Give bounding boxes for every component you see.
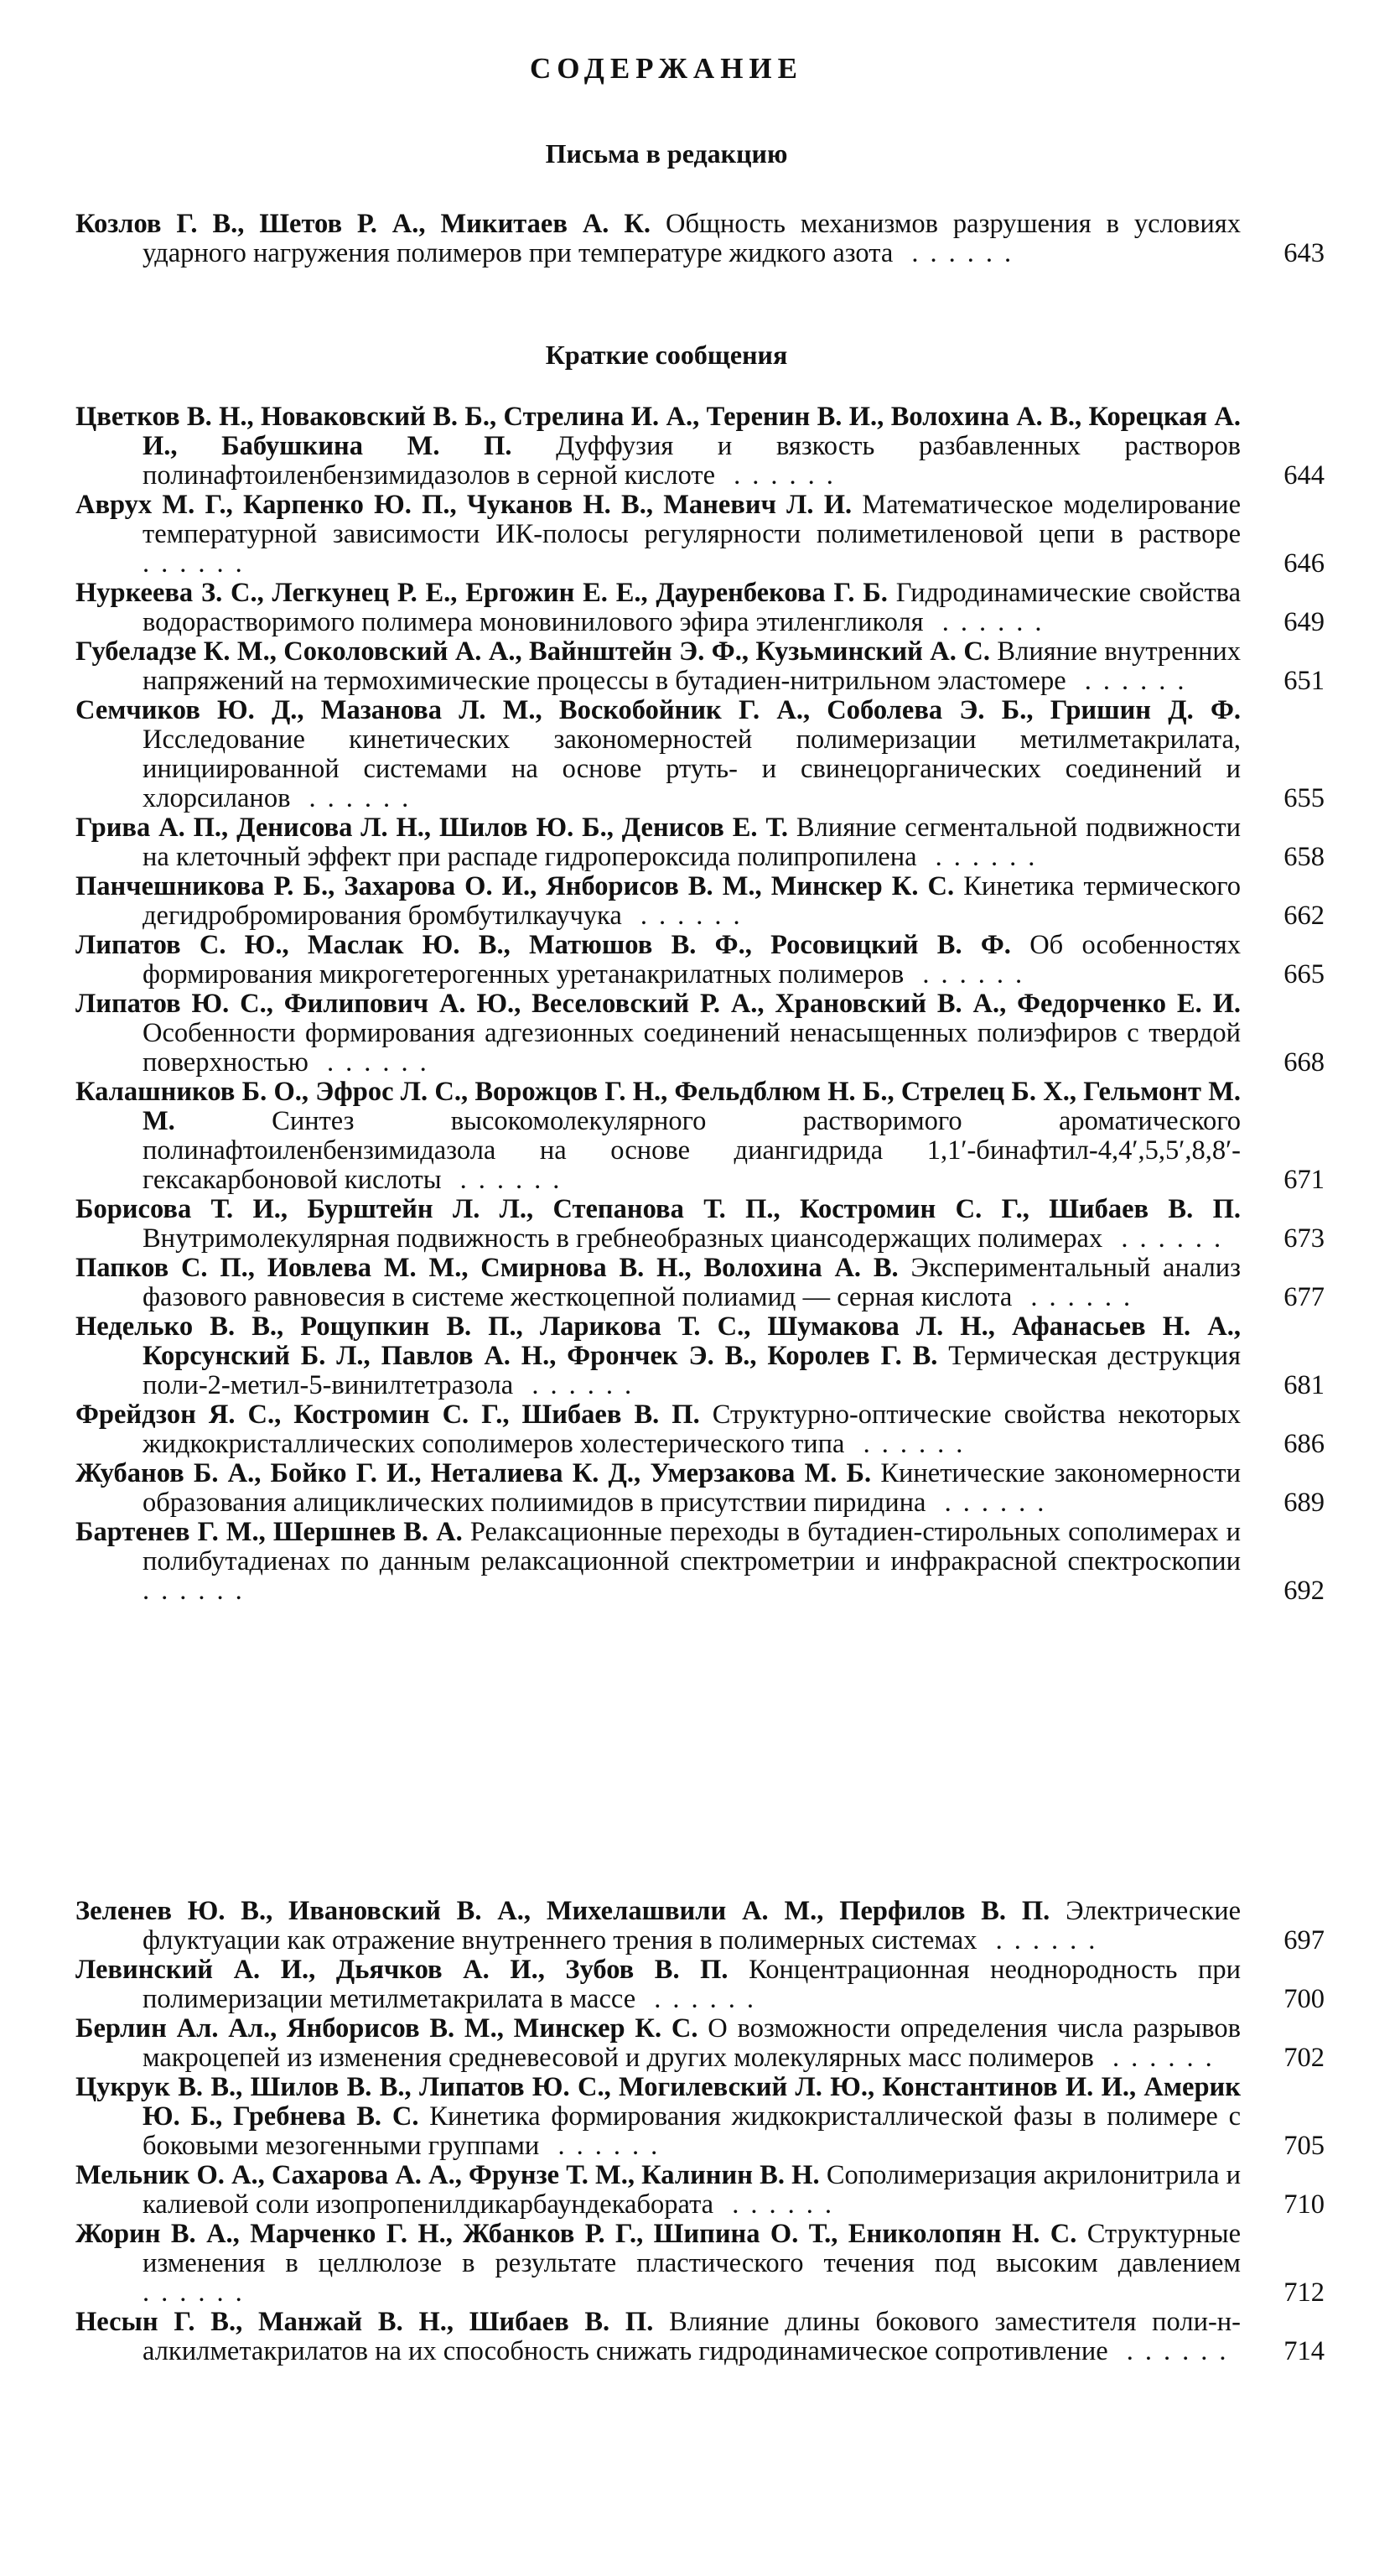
toc-entry-title: Кинетика формирования жидкокристаллической фазы в полимере с боковыми мезогенными группами: [143, 2101, 1241, 2161]
dot-leader: ......: [539, 2131, 670, 2161]
dot-leader: ......: [1012, 1282, 1143, 1312]
toc-entry-page-number: 662: [1283, 901, 1325, 931]
dot-leader: ......: [893, 238, 1024, 268]
toc-entry-page-number: 655: [1283, 783, 1325, 813]
toc-entry-authors: Берлин Ал. Ал., Янборисов В. М., Минскер К. С.: [75, 2013, 698, 2044]
dot-leader: ......: [441, 1165, 572, 1195]
toc-entry[interactable]: [75, 637, 1325, 696]
dot-leader: ......: [1102, 1223, 1233, 1254]
toc-entry-authors: Нуркеева З. С., Легкунец Р. Е., Ергожин Е. Е., Дауренбекова Г. Б.: [75, 578, 888, 608]
toc-entry[interactable]: [75, 696, 1325, 813]
toc-entry-title: Об особенностях формирования микрогетерогенных уретанакрилатных полимеров: [143, 930, 1242, 989]
toc-entry-title: Экспериментальный анализ фазового равновесия в системе жесткоцепной полиамид — серная кислота: [143, 1253, 1242, 1312]
dot-leader: ......: [290, 783, 421, 813]
toc-entry-text: [75, 1897, 1241, 1955]
toc-entry[interactable]: [75, 1400, 1325, 1459]
toc-entry-page-number: 702: [1283, 2043, 1325, 2073]
toc-entry[interactable]: [75, 1459, 1325, 1518]
toc-entry-page-number: 692: [1283, 1576, 1325, 1606]
toc-entry-title: Математическое моделирование температурной зависимости ИК-полосы регулярности полиметиленовой цепи в растворе: [143, 490, 1241, 549]
toc-entry-title: Сополимеризация акрилонитрила и калиевой соли изопропенилдикарбаундекабората: [143, 2160, 1241, 2220]
toc-entry-page-number: 710: [1283, 2189, 1325, 2220]
toc-entry-title: Синтез высокомолекулярного растворимого ароматического полинафтоиленбензимидазола на основе диангидрида 1,1′-бинафтил-4,4′,5,5′,8,8′-гексакарбоновой кислоты: [143, 1106, 1241, 1195]
toc-entry-text: [75, 2161, 1241, 2220]
toc-entry-title: Влияние внутренних напряжений на термохимические процессы в бутадиен-нитрильном эластомере: [143, 636, 1242, 696]
toc-entry[interactable]: [75, 989, 1325, 1078]
toc-entry-text: [75, 637, 1241, 696]
toc-entry-page-number: 665: [1283, 959, 1325, 989]
toc-entry-page-number: 671: [1283, 1165, 1325, 1195]
dot-leader: ......: [621, 901, 752, 931]
toc-entry-title: Кинетика термического дегидробромирования бромбутилкаучука: [143, 871, 1241, 931]
toc-entry-title: О возможности определения числа разрывов макроцепей из изменения средневесовой и других молекулярных масс полимеров: [143, 2013, 1241, 2073]
toc-entry-text: [75, 989, 1241, 1078]
toc-entry-text: [75, 1459, 1241, 1518]
toc-entry-authors: Зеленев Ю. В., Ивановский В. А., Михелашвили А. М., Перфилов В. П.: [75, 1896, 1050, 1926]
dot-leader: ......: [715, 460, 845, 491]
toc-entry-text: [75, 872, 1241, 931]
toc-entry-title: Концентрационная неоднородность при полимеризации метилметакрилата в массе: [143, 1955, 1241, 2014]
dot-leader: ......: [1066, 666, 1196, 696]
toc-entry-authors: Семчиков Ю. Д., Мазанова Л. М., Воскобойник Г. А., Соболева Э. Б., Гришин Д. Ф.: [75, 695, 1241, 725]
dot-leader: ......: [916, 842, 1047, 872]
toc-entry-authors: Борисова Т. И., Бурштейн Л. Л., Степанова Т. П., Костромин С. Г., Шибаев В. П.: [75, 1194, 1241, 1224]
toc-entry-text: [75, 2308, 1241, 2366]
dot-leader: ......: [904, 959, 1034, 989]
toc-entry-title: Релаксационные переходы в бутадиен-стирольных сополимерах и полибутадиенах по данным релаксационной спектрометрии и инфракрасной спектроскопии: [143, 1517, 1241, 1576]
dot-leader: ......: [513, 1370, 644, 1400]
dot-leader: ......: [977, 1925, 1107, 1955]
toc-entry-authors: Козлов Г. В., Шетов Р. А., Микитаев А. К.: [75, 209, 651, 239]
toc-entry-page-number: 643: [1283, 238, 1325, 268]
toc-entry-title: Исследование кинетических закономерностей полимеризации метилметакрилата, инициированной системами на основе ртуть- и свинецорганических соединений и хлорсиланов: [143, 724, 1241, 813]
toc-entry-authors: Бартенев Г. М., Шершнев В. А.: [75, 1517, 463, 1547]
dot-leader: ......: [143, 2277, 254, 2308]
toc-entry-title: Электрические флуктуации как отражение внутреннего трения в полимерных системах: [143, 1896, 1242, 1955]
toc-entry-page-number: 714: [1283, 2336, 1325, 2366]
toc-entry-page-number: 651: [1283, 666, 1325, 696]
toc-entry-authors: Липатов Ю. С., Филипович А. Ю., Веселовский Р. А., Храновский В. А., Федорченко Е. И.: [75, 989, 1241, 1019]
toc-entry-page-number: 689: [1283, 1488, 1325, 1518]
toc-entry-title: Общность механизмов разрушения в условиях ударного нагружения полимеров при температуре жидкого азота: [143, 209, 1241, 268]
toc-entry-page-number: 681: [1283, 1370, 1325, 1400]
toc-entry-text: [75, 491, 1241, 579]
toc-entry-authors: Жорин В. А., Марченко Г. Н., Жбанков Р. Г., Шипина О. Т., Ениколопян Н. С.: [75, 2219, 1077, 2249]
toc-entry-text: [75, 1312, 1241, 1400]
section-continued-entries: [75, 1897, 1325, 2366]
toc-entry[interactable]: [75, 2161, 1325, 2220]
toc-entry-page-number: 673: [1283, 1223, 1325, 1254]
toc-entry-text: [75, 402, 1241, 491]
toc-entry[interactable]: [75, 1254, 1325, 1312]
toc-entry-authors: Аврух М. Г., Карпенко Ю. П., Чуканов Н. В., Маневич Л. И.: [75, 490, 853, 520]
dot-leader: ......: [926, 1488, 1056, 1518]
toc-entry[interactable]: [75, 491, 1325, 579]
toc-entry-text: [75, 1254, 1241, 1312]
toc-entry[interactable]: [75, 2308, 1325, 2366]
toc-entry-authors: Панчешникова Р. Б., Захарова О. И., Янборисов В. М., Минскер К. С.: [75, 871, 955, 901]
dot-leader: ......: [635, 1984, 766, 2014]
toc-entry-text: [75, 696, 1241, 813]
toc-entry[interactable]: [75, 872, 1325, 931]
toc-entry[interactable]: [75, 579, 1325, 637]
toc-entry-text: [75, 1518, 1241, 1606]
dot-leader: ......: [143, 1576, 254, 1606]
toc-entry-title: Влияние длины бокового заместителя поли-н-алкилметакрилатов на их способность снижать гидродинамическое сопротивление: [143, 2307, 1242, 2366]
toc-entry-authors: Папков С. П., Иовлева М. М., Смирнова В. Н., Волохина А. В.: [75, 1253, 899, 1283]
toc-entry-text: [75, 813, 1241, 872]
toc-entry-authors: Несын Г. В., Манжай В. Н., Шибаев В. П.: [75, 2307, 654, 2337]
toc-entry-title: Термическая деструкция поли-2-метил-5-винилтетразола: [143, 1341, 1242, 1400]
toc-entry-text: [75, 210, 1241, 268]
toc-entry-authors: Цветков В. Н., Новаковский В. Б., Стрелина И. А., Теренин В. И., Волохина А. В., Корецкая А. И., Бабушкина М. П.: [75, 402, 1241, 461]
toc-entry-text: [75, 2220, 1241, 2308]
section-heading-letters: Письма в редакцию: [545, 138, 788, 169]
toc-entry-authors: Неделько В. В., Рощупкин В. П., Ларикова Т. С., Шумакова Л. Н., Афанасьев Н. А., Корсунский Б. Л., Павлов А. Н., Фрончек Э. В., Королев Г. В.: [75, 1311, 1241, 1371]
toc-entry-text: [75, 931, 1241, 989]
toc-entry-text: [75, 2014, 1241, 2073]
toc-entry-page-number: 712: [1283, 2277, 1325, 2308]
toc-entry[interactable]: [75, 931, 1325, 989]
toc-entry-authors: Калашников Б. О., Эфрос Л. С., Ворожцов Г. Н., Фельдблюм Н. Б., Стрелец Б. Х., Гельмонт М. М.: [75, 1077, 1241, 1136]
toc-entry-authors: Липатов С. Ю., Маслак Ю. В., Матюшов В. Ф., Росовицкий В. Ф.: [75, 930, 1011, 960]
toc-entry-page-number: 700: [1283, 1984, 1325, 2014]
dot-leader: ......: [1107, 2336, 1238, 2366]
section-letters-entries: [75, 210, 1325, 268]
toc-entry-title: Внутримолекулярная подвижность в гребнеобразных циансодержащих полимерах: [143, 1223, 1103, 1254]
toc-entry[interactable]: [75, 1897, 1325, 1955]
toc-entry-page-number: 668: [1283, 1047, 1325, 1078]
toc-entry-text: [75, 1078, 1241, 1195]
toc-entry-page-number: 697: [1283, 1925, 1325, 1955]
toc-entry[interactable]: [75, 2014, 1325, 2073]
toc-entry-title: Структурно-оптические свойства некоторых жидкокристаллических сополимеров холестерического типа: [143, 1400, 1242, 1459]
toc-entry[interactable]: [75, 2220, 1325, 2308]
toc-entry-title: Кинетические закономерности образования алициклических полиимидов в присутствии пиридина: [143, 1458, 1241, 1518]
dot-leader: ......: [923, 607, 1054, 637]
toc-entry-authors: Грива А. П., Денисова Л. Н., Шилов Ю. Б., Денисов Е. Т.: [75, 813, 788, 843]
toc-entry-page-number: 644: [1283, 460, 1325, 491]
toc-entry-authors: Фрейдзон Я. С., Костромин С. Г., Шибаев В. П.: [75, 1400, 700, 1430]
toc-entry-page-number: 658: [1283, 842, 1325, 872]
toc-entry-authors: Жубанов Б. А., Бойко Г. И., Неталиева К. Д., Умерзакова М. Б.: [75, 1458, 872, 1488]
toc-entry-text: [75, 579, 1241, 637]
toc-entry-text: [75, 1400, 1241, 1459]
toc-entry-authors: Губеладзе К. М., Соколовский А. А., Вайнштейн Э. Ф., Кузьминский А. С.: [75, 636, 990, 667]
toc-entry-title: Особенности формирования адгезионных соединений ненасыщенных полиэфиров с твердой поверхностью: [143, 1018, 1241, 1078]
section-short-reports-entries: [75, 402, 1325, 1606]
toc-entry-page-number: 649: [1283, 607, 1325, 637]
toc-entry-text: [75, 2073, 1241, 2161]
toc-entry-page-number: 686: [1283, 1429, 1325, 1459]
toc-entry[interactable]: [75, 1312, 1325, 1400]
toc-entry-page-number: 705: [1283, 2131, 1325, 2161]
toc-entry-text: [75, 1955, 1241, 2014]
toc-entry[interactable]: [75, 402, 1325, 491]
dot-leader: ......: [713, 2189, 843, 2220]
dot-leader: ......: [1093, 2043, 1224, 2073]
toc-entry-title: Структурные изменения в целлюлозе в результате пластического течения под высоким давлением: [143, 2219, 1241, 2278]
toc-entry[interactable]: [75, 1955, 1325, 2014]
page-title: СОДЕРЖАНИЕ: [529, 52, 803, 85]
toc-entry[interactable]: [75, 210, 1325, 268]
section-heading-short-reports: Краткие сообщения: [545, 340, 788, 370]
dot-leader: ......: [143, 548, 254, 579]
toc-entry-page-number: 646: [1283, 548, 1325, 579]
toc-entry-page-number: 677: [1283, 1282, 1325, 1312]
toc-entry-title: Влияние сегментальной подвижности на клеточный эффект при распаде гидропероксида полипропилена: [143, 813, 1241, 872]
dot-leader: ......: [844, 1429, 975, 1459]
toc-entry[interactable]: [75, 813, 1325, 872]
toc-entry[interactable]: [75, 1195, 1325, 1254]
toc-entry[interactable]: [75, 2073, 1325, 2161]
toc-entry-title: Дуффузия и вязкость разбавленных растворов полинафтоиленбензимидазолов в серной кислоте: [143, 431, 1241, 491]
toc-entry-authors: Левинский А. И., Дьячков А. И., Зубов В. П.: [75, 1955, 729, 1985]
toc-entry-authors: Мельник О. А., Сахарова А. А., Фрунзе Т. М., Калинин В. Н.: [75, 2160, 820, 2190]
toc-entry-authors: Цукрук В. В., Шилов В. В., Липатов Ю. С., Могилевский Л. Ю., Константинов И. И., Америк Ю. Б., Гребнева В. С.: [75, 2072, 1241, 2132]
toc-entry[interactable]: [75, 1078, 1325, 1195]
toc-entry[interactable]: [75, 1518, 1325, 1606]
dot-leader: ......: [308, 1047, 438, 1078]
toc-entry-title: Гидродинамические свойства водорастворимого полимера моновинилового эфира этиленгликоля: [143, 578, 1241, 637]
toc-entry-text: [75, 1195, 1241, 1254]
